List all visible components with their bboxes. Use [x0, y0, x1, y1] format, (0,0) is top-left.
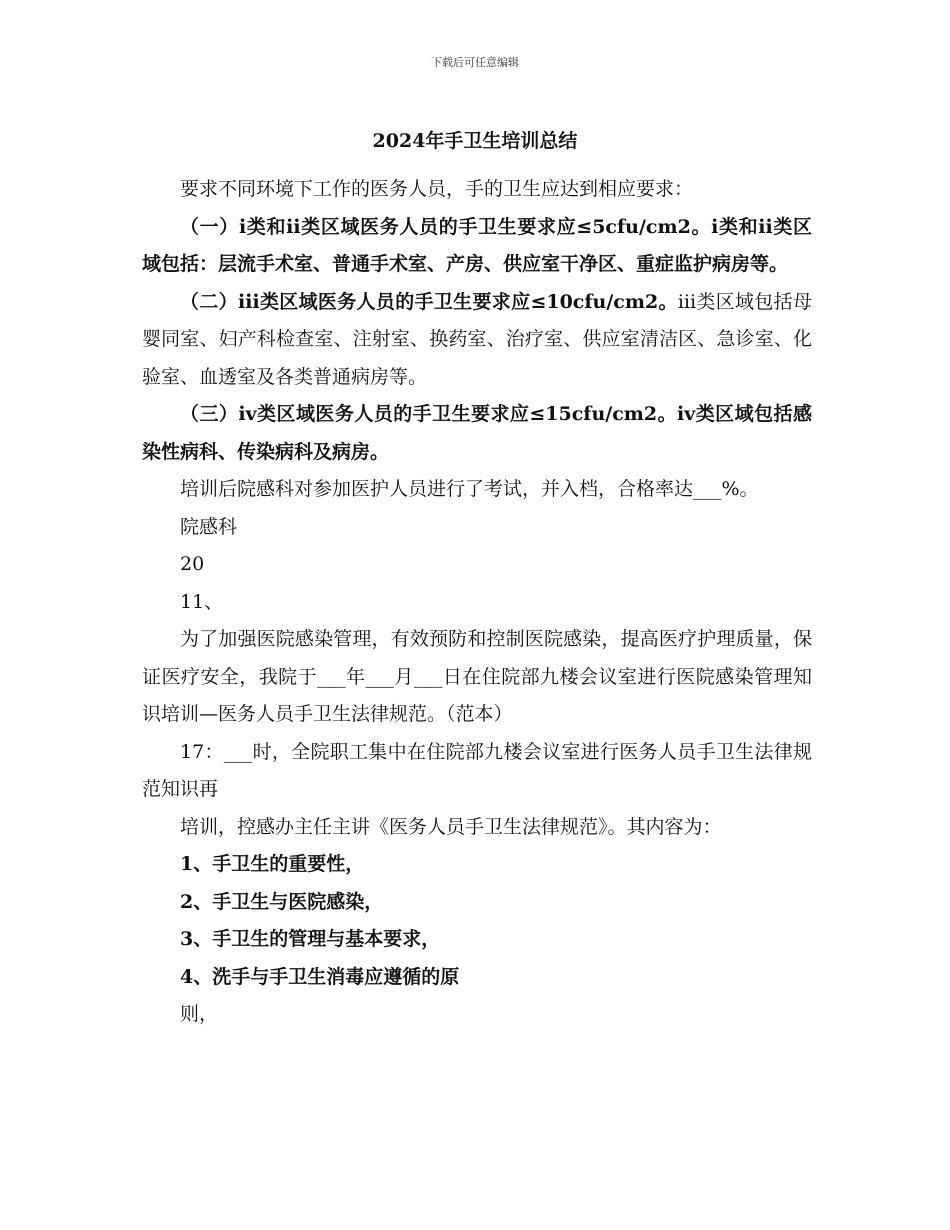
- paragraph: （一）ⅰ类和ⅱ类区域医务人员的手卫生要求应≤5cfu/cm2。ⅰ类和ⅱ类区域包括：层流手术室、普通手术室、产房、供应室干净区、重症监护病房等。: [142, 215, 812, 275]
- paragraph: 培训后院感科对参加医护人员进行了考试，并入档，合格率达___%。: [180, 478, 759, 500]
- paragraph: （三）ⅳ类区域医务人员的手卫生要求应≤15cfu/cm2。ⅳ类区域包括感染性病科、传染病科及病房。: [142, 403, 812, 463]
- list-item: 4、洗手与手卫生消毒应遵循的原: [180, 965, 460, 988]
- paragraph-normal-part: ⅲ类区域包括母婴同室、妇产科检查室、注射室、换药室、治疗室、供应室清洁区、急诊室、化验室、血透室及各类普通病房等。: [142, 290, 813, 388]
- document-body: [142, 171, 812, 1034]
- document-title: 2024年手卫生培训总结: [372, 130, 578, 152]
- paragraph: [142, 284, 812, 397]
- paragraph: 20: [180, 553, 205, 575]
- paragraph: 为了加强医院感染管理，有效预防和控制医院感染，提高医疗护理质量，保证医疗安全，我院于___年___月___日在住院部九楼会议室进行医院感染管理知识培训—医务人员手卫生法律规范。（范本）: [142, 628, 812, 725]
- paragraph: 院感科: [180, 515, 238, 538]
- paragraph: 11、: [180, 590, 224, 613]
- paragraph: 17：___时，全院职工集中在住院部九楼会议室进行医务人员手卫生法律规范知识再: [142, 740, 812, 800]
- page-header: 下载后可任意编辑: [431, 56, 519, 69]
- paragraph: 则，: [180, 1003, 219, 1025]
- paragraph-bold-part: （二）ⅲ类区域医务人员的手卫生要求应≤10cfu/cm2。: [180, 290, 678, 313]
- list-item: 2、手卫生与医院感染，: [180, 890, 384, 913]
- paragraph: 要求不同环境下工作的医务人员，手的卫生应达到相应要求：: [180, 178, 694, 200]
- list-item: 3、手卫生的管理与基本要求，: [180, 928, 441, 950]
- list-item: 1、手卫生的重要性，: [180, 853, 365, 875]
- paragraph: 培训，控感办主任主讲《医务人员手卫生法律规范》。其内容为：: [180, 815, 722, 838]
